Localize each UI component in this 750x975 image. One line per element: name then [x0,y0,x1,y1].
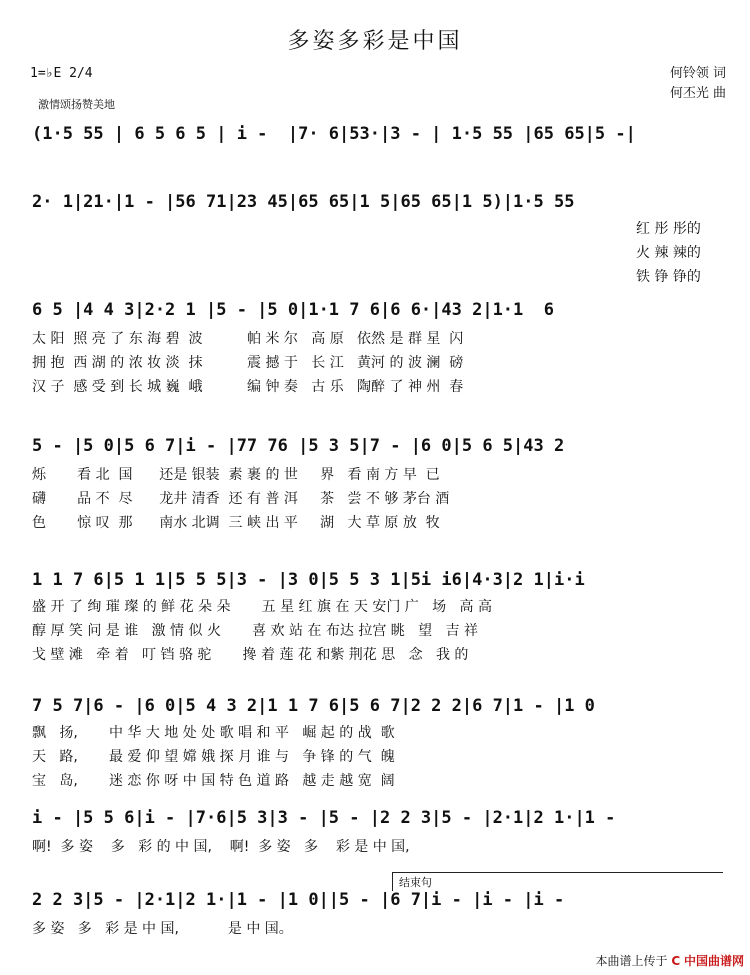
lyric-line-1: 多 姿 多 彩 是 中 国, 是 中 国。 [32,921,293,937]
lyric-line-3: 汉 子 感 受 到 长 城 巍 峨 编 钟 奏 古 乐 陶醉 了 神 州 春 [32,379,464,395]
notation-line: i - |5 5 6|i - |7·6|5 3|3 - |5 - |2 2 3|5 - |2·1|2 1·|1 - [32,808,626,828]
lyric-line-1: 啊! 多 姿 多 彩 的 中 国, 啊! 多 姿 多 彩 是 中 国, [32,839,410,855]
lyric-line-2: 拥 抱 西 湖 的 浓 妆 淡 抹 震 撼 于 长 江 黄河 的 波 澜 磅 [32,355,464,371]
lyric-line-1: 盛 开 了 绚 璀 璨 的 鲜 花 朵 朵 五 星 红 旗 在 天 安门 广 场 高 高 [32,599,492,615]
composer-credit: 何丕光 曲 [669,86,726,101]
lyric-line-3: 色 惊 叹 那 南水 北调 三 峡 出 平 湖 大 草 原 放 牧 [32,515,440,531]
key-signature: 1=♭E 2/4 [30,66,93,81]
notation-line: 1 1 7 6|5 1 1|5 5 5|3 - |3 0|5 5 3 1|5i i6|4·3|2 1|i·i [32,570,585,590]
footer-prefix: 本曲谱上传于 [595,954,668,968]
credits [670,64,726,104]
song-title: 多姿多彩是中国 [287,29,463,54]
footer [596,952,745,969]
lyric-line-2: 醇 厚 笑 问 是 谁 激 情 似 火 喜 欢 站 在 布达 拉宫 眺 望 吉 祥 [32,623,478,639]
ending-label: 结束句 [399,876,432,889]
notation-line: 7 5 7|6 - |6 0|5 4 3 2|1 1 7 6|5 6 7|2 2 2|6 7|1 - |1 0 [32,696,595,716]
ending-bracket [392,872,723,891]
lyric-line-1: 太 阳 照 亮 了 东 海 碧 波 帕 米 尔 高 原 依然 是 群 星 闪 [32,331,464,347]
lyric-line-2: 天 路, 最 爱 仰 望 嫦 娥 探 月 谁 与 争 锋 的 气 魄 [32,749,395,765]
notation-line: 5 - |5 0|5 6 7|i - |77 76 |5 3 5|7 - |6 0|5 6 5|43 2 [32,436,565,456]
site-logo-icon: C [671,954,681,968]
footer-site-name[interactable]: 中国曲谱网 [683,954,744,968]
lyric-line-1: 烁 看 北 国 还是 银装 素 裹 的 世 界 看 南 方 早 已 [32,467,440,483]
notation-line: 6 5 |4 4 3|2·2 1 |5 - |5 0|1·1 7 6|6 6·|43 2|1·1 6 [32,300,554,320]
lyric-line-3: 宝 岛, 迷 恋 你 呀 中 国 特 色 道 路 越 走 越 宽 阔 [32,773,395,789]
lyric-line-3: 戈 壁 滩 牵 着 叮 铛 骆 驼 搀 着 莲 花 和紫 荆花 思 念 我 的 [32,647,469,663]
lyric-line-1: 红 彤 彤的 [636,221,701,237]
lyric-line-2: 火 辣 辣的 [636,245,701,261]
lyric-line-1: 飘 扬, 中 华 大 地 处 处 歌 唱 和 平 崛 起 的 战 歌 [32,725,395,741]
tempo-marking: 激情颂扬赞美地 [38,98,115,111]
notation-line: 2· 1|21·|1 - |56 71|23 45|65 65|1 5|65 65|1 5)|1·5 55 [32,192,575,212]
notation-line: 2 2 3|5 - |2·1|2 1·|1 - |1 0||5 - |6 7|i - |i - |i - [32,890,575,910]
lyric-line-3: 铁 铮 铮的 [636,269,701,285]
lyric-line-2: 礴 品 不 尽 龙井 清香 还 有 普 洱 茶 尝 不 够 茅台 酒 [32,491,450,507]
lyricist-credit: 何铃领 词 [669,66,726,81]
notation-line: (1·5 55 | 6 5 6 5 | i - |7· 6|53·|3 - | 1·5 55 |65 65|5 -| [32,124,636,144]
